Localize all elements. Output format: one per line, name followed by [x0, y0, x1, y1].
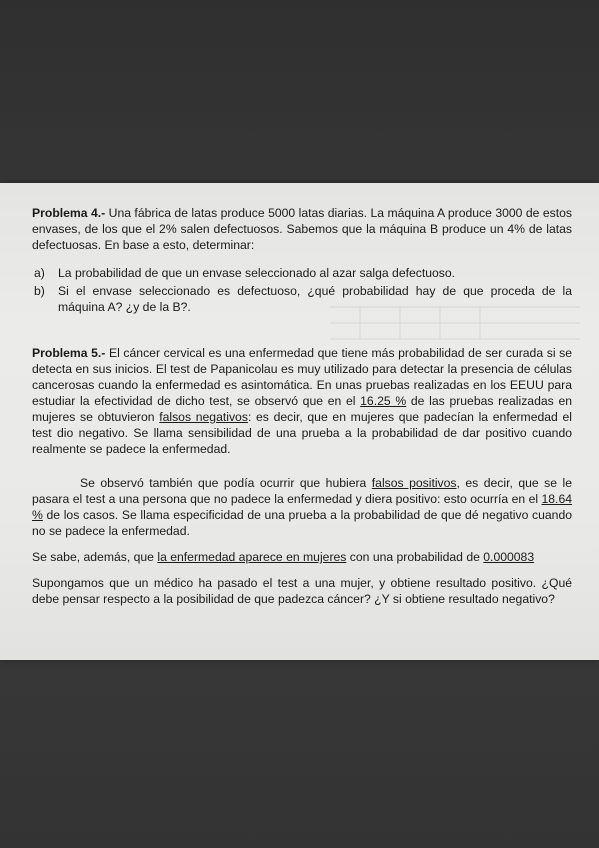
problem-4-statement [32, 205, 572, 253]
text-run: El cáncer cervical es una enfermedad que tiene más probabilidad de ser curada si se detecta en sus inicios. El test de Papanicolau es muy utilizado para detectar la presencia de células cancerosas cuando la enfermedad es asintomática. En unas pruebas realizadas en los EEUU para estudiar la efectividad de dicho test, se observó que en el [32, 346, 572, 408]
problem-5-paragraph-3 [32, 549, 572, 565]
list-item [32, 283, 572, 315]
disease-prevalence-phrase: la enfermedad aparece en mujeres [157, 550, 347, 564]
text-run: de los casos. Se llama especificidad de una prueba a la probabilidad de que dé negativo cuando no se padece la enfermedad. [32, 508, 572, 538]
document-body [32, 205, 572, 607]
problem-5 [32, 345, 572, 607]
false-negatives-term: falsos negativos [159, 410, 248, 424]
problem-5-label: Problema 5.- [32, 346, 106, 360]
problem-4-intro: Una fábrica de latas produce 5000 latas diarias. La máquina A produce 3000 de estos envases, de los que el 2% salen defectuosos. Sabemos que la máquina B produce un 4% de latas defectuosas. En base a esto, determinar: [32, 206, 573, 252]
text-run: Se sabe, además, que [32, 550, 158, 564]
text-run: con una probabilidad de [346, 550, 484, 564]
list-item [32, 265, 572, 281]
problem-5-paragraph-1 [32, 345, 572, 457]
text-run: , es decir, que se le pasara el test a una persona que no padece la enfermedad y diera positivo: esto ocurría en el [32, 476, 572, 506]
text-run: : es decir, que en mujeres que padecían la enfermedad el test dio negativo. Se llama sensibilidad de una prueba a la probabilidad de dar positivo cuando realmente se padece la enfermedad. [32, 410, 573, 456]
prevalence-value: 0.000083 [483, 550, 535, 564]
false-negative-rate: 16.25 % [360, 394, 407, 408]
false-positives-term: falsos positivos [371, 476, 457, 490]
list-item-text: Si el envase seleccionado es defectuoso, ¿qué probabilidad hay de que proceda de la máquina A? ¿y de la B?. [58, 284, 572, 314]
problem-5-question: Supongamos que un médico ha pasado el test a una mujer, y obtiene resultado positivo. ¿Qué debe pensar respecto a la posibilidad de que padezca cáncer? ¿Y si obtiene resultado negativo? [32, 576, 572, 606]
problem-5-paragraph-2 [32, 475, 572, 539]
text-run: de las pruebas realizadas en mujeres se obtuvieron [32, 394, 572, 424]
problem-4 [32, 205, 572, 315]
problem-4-questions [32, 265, 572, 315]
paper-sheet [0, 183, 599, 660]
list-item-text: La probabilidad de que un envase seleccionado al azar salga defectuoso. [58, 266, 456, 280]
list-marker: b) [34, 284, 45, 298]
text-run: Se observó también que podía ocurrir que hubiera [80, 476, 372, 490]
problem-4-label: Problema 4.- [32, 206, 106, 220]
list-marker: a) [34, 266, 45, 280]
false-positive-rate: 18.64 % [32, 492, 572, 522]
